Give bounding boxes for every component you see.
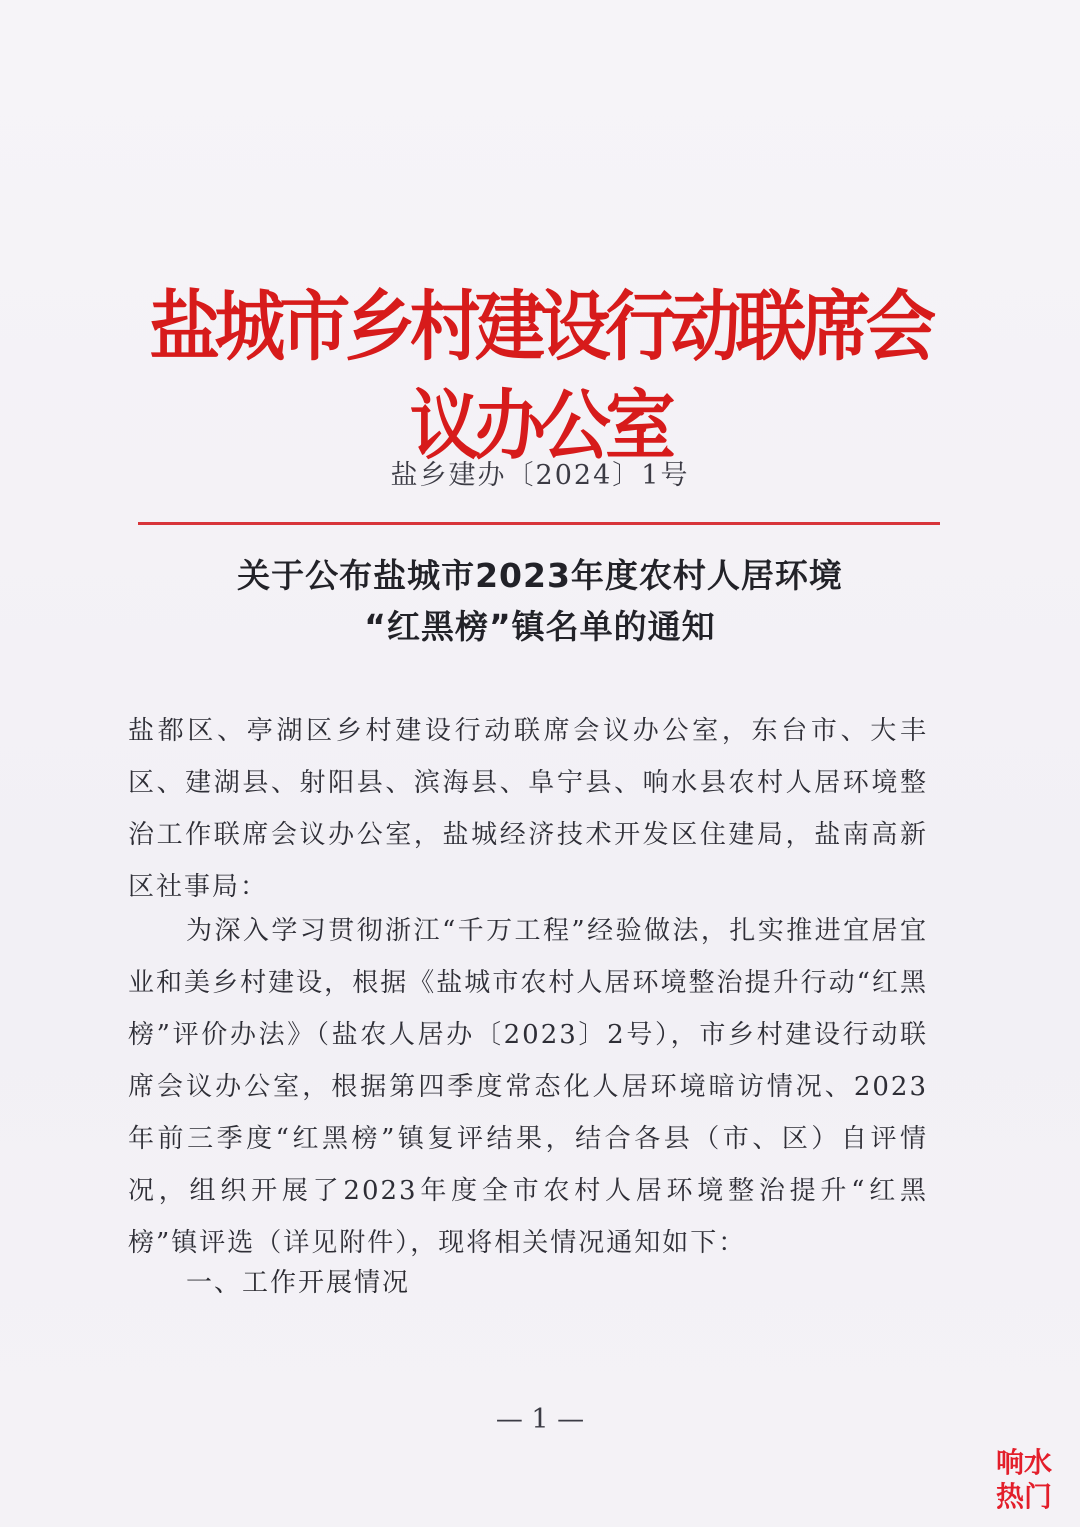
issuing-organization-header: 盐城市乡村建设行动联席会议办公室	[149, 282, 931, 470]
watermark-text-bottom: 热门	[995, 1480, 1053, 1513]
red-separator-rule	[138, 522, 940, 525]
notice-title-line-1: 关于公布盐城市2023年度农村人居环境	[237, 556, 843, 595]
addressee-paragraph: 盐都区、亭湖区乡村建设行动联席会议办公室，东台市、大丰区、建湖县、射阳县、滨海县、阜宁县、响水县农村人居环境整治工作联席会议办公室，盐城经济技术开发区住建局，盐南高新区社事局：	[128, 716, 928, 902]
watermark-logo	[972, 1440, 1076, 1514]
document-number: 盐乡建办〔2024〕1号	[390, 460, 690, 491]
watermark-text-top: 响水	[995, 1446, 1053, 1479]
notice-title-line-2: “红黑榜”镇名单的通知	[364, 607, 716, 646]
page-number: — 1 —	[495, 1404, 585, 1435]
bleed-through-line	[160, 205, 960, 250]
body-paragraph-1: 为深入学习贯彻浙江“千万工程”经验做法，扎实推进宜居宜业和美乡村建设，根据《盐城市农村人居环境整治提升行动“红黑榜”评价办法》（盐农人居办〔2023〕2号），市乡村建设行动联席会议办公室，根据第四季度常态化人居环境暗访情况、2023年前三季度“红黑榜”镇复评结果，结合各县（市、区）自评情况，组织开展了2023年度全市农村人居环境整治提升“红黑榜”镇评选（详见附件），现将相关情况通知如下：	[128, 916, 928, 1258]
section-heading-1: 一、工作开展情况	[186, 1268, 411, 1298]
